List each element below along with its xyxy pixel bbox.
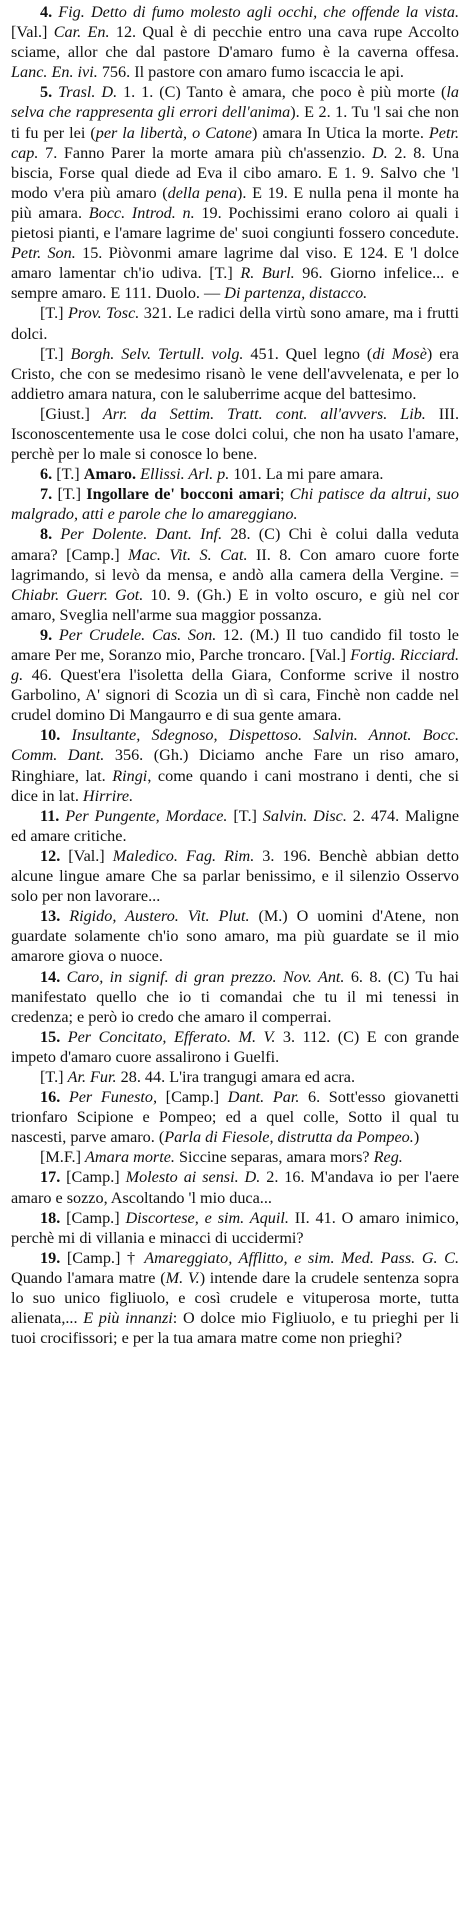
entry-e5b [11, 303, 459, 343]
entry-text: 8. [40, 525, 61, 544]
entry-text: Reg. [373, 1148, 403, 1167]
entry-text: 16. [40, 1088, 69, 1107]
entry-e14 [11, 967, 459, 1027]
entry-e18 [11, 1208, 459, 1248]
entry-text: Di partenza, distacco. [224, 284, 368, 303]
entry-text: Ringi [112, 766, 148, 785]
entry-e15 [11, 1027, 459, 1067]
entry-text: 2. 474. Maligne ed amare critiche. [11, 806, 460, 845]
entry-text: 4. [40, 3, 59, 21]
entry-text: ) amara In Utica la morte. [251, 123, 429, 142]
entry-text: D. [371, 143, 388, 162]
entry-e17 [11, 1167, 459, 1207]
entry-e10 [11, 725, 459, 805]
entry-e11 [11, 806, 459, 846]
entry-text: 6. Sott'esso giovanetti trionfaro Scipione e Pompeo; ed a quel colle, Sotto il qual tu nascesti, parve amaro. ( [11, 1088, 459, 1147]
entry-text: [Camp.] † [66, 1248, 145, 1267]
entry-text: Petr. cap. [11, 123, 460, 162]
entry-text: ) era Cristo, che con se medesimo risanò le vene dell'avvelenata, e per lo addietro amara natura, con le saluberrime acque del battesimo. [11, 344, 459, 403]
entry-text: 14. [40, 967, 67, 986]
entry-text: Trasl. D. [58, 83, 118, 102]
entry-text: [T.] [40, 304, 68, 323]
entry-text: 2. 8. Una biscia, Forse qual diede ad Eva il cibo amaro. E 1. 9. Salvo che 'l modo v'era più amaro ( [11, 143, 459, 202]
entry-text: Bocc. Introd. n. [88, 203, 195, 222]
entry-text: Fortig. Ricciard. g. [11, 646, 459, 685]
entry-text: II. 8. Con amaro cuore forte lagrimando, si levò da mensa, e andò alla camera della Vergine. = [11, 545, 460, 584]
entry-text: 19. Pochissimi erano coloro ai quali i pietosi pianti, e l'amare lagrime de' suoi congiunti fossero concedute. [11, 203, 459, 243]
entry-text: Parla di Fiesole, distrutta da Pompeo. [164, 1128, 414, 1147]
entry-text: [T.] [57, 485, 87, 504]
entry-text: Amareggiato, Afflitto, e sim. Med. Pass. G. C. [144, 1248, 460, 1267]
entry-e7 [11, 484, 459, 524]
entry-text: Prov. Tosc. [67, 304, 140, 323]
entry-text: della pena [167, 183, 238, 202]
entry-text: Petr. Son. [11, 244, 76, 263]
entry-text: Lanc. En. ivi. [11, 63, 98, 82]
entry-text: di Mosè [372, 344, 427, 363]
entry-text: 5. [40, 83, 59, 102]
entry-text: 9. [40, 625, 59, 644]
entry-text: Discortese, e sim. Aquil. [125, 1208, 289, 1227]
entry-text: Per Dolente. Dant. Inf. [60, 525, 223, 544]
entry-text: 2. 16. M'andava io per l'aere amaro e sozzo, Ascoltando 'l mio duca... [11, 1168, 460, 1207]
entry-text: Per Funesto, [68, 1088, 158, 1107]
entry-e12 [11, 846, 459, 906]
entry-text: [M.F.] [40, 1148, 86, 1167]
entry-text: 10. 9. (Gh.) E in volto oscuro, e giù nel cor amaro, Sveglia nell'arme sua maggior possanza. [11, 585, 459, 624]
entry-text: Chiabr. Guerr. Got. [11, 585, 144, 604]
entry-text: 15. Piòvonmi amare lagrime dal viso. E 124. E 'l dolce amaro lamentar ch'io udiva. [T.] [11, 244, 459, 283]
entry-e5a [11, 82, 459, 303]
entry-text: [Val.] [68, 846, 113, 865]
entry-text: E più innanzi [83, 1309, 173, 1328]
entry-text: Molesto ai sensi. D. [125, 1168, 261, 1187]
entry-text: ). E 2. 1. Tu 'l sai che non ti fu per lei ( [11, 103, 459, 142]
entry-e16b [11, 1147, 459, 1167]
entry-text: [Camp.] [157, 1088, 228, 1107]
entry-text: per la libertà, o Catone [95, 123, 252, 142]
entry-text: Car. En. [53, 23, 110, 42]
entry-text: 356. (Gh.) Diciamo anche Fare un riso amaro, Ringhiare, lat. [11, 746, 459, 785]
entry-text: Fig. Detto di fumo molesto agli occhi, che offende la vista. [58, 3, 460, 21]
entry-text: Per Crudele. Cas. Son. [58, 625, 217, 644]
entry-text: [Camp.] [66, 1168, 126, 1187]
entry-text: 15. [40, 1027, 68, 1046]
entry-text: Salvin. Disc. [262, 806, 347, 825]
entry-text: 6. [40, 465, 57, 484]
entry-e19 [11, 1248, 459, 1348]
entry-text: Caro, in signif. di gran prezzo. Nov. Ant. [66, 967, 345, 986]
entry-text: Ellissi. Arl. p. [140, 465, 230, 484]
entry-text: (M.) O uomini d'Atene, non guardate solamente ch'io sono amaro, ma più guardate se il mio amarore giova o nuoce. [11, 907, 459, 966]
entry-text: 10. [40, 726, 72, 745]
entry-text: 28. (C) Chi è colui dalla veduta amara? [Camp.] [11, 525, 459, 564]
entry-text: [T.] [40, 1067, 68, 1086]
entry-text: Chi patisce da altrui, suo malgrado, atti e parole che lo amareggiano. [11, 485, 459, 524]
entry-text: Quando l'amara matre ( [11, 1268, 166, 1287]
entry-text: [T.] [40, 344, 71, 363]
entry-text: [T.] [56, 465, 84, 484]
entry-e15b [11, 1067, 459, 1087]
entry-text: 17. [40, 1168, 67, 1187]
entry-text: Ingollare de' bocconi amari [86, 485, 280, 504]
entry-text: Rigido, Austero. Vit. Plut. [69, 907, 250, 926]
entry-text: Ar. Fur. [67, 1067, 117, 1086]
entry-text: ). E 19. E nulla pena il monte ha più amara. [11, 183, 459, 222]
entry-text: 321. Le radici della virtù sono amare, ma i frutti dolci. [11, 304, 459, 343]
entry-text: 12. [40, 846, 69, 865]
entry-text: Mac. Vit. S. Cat. [128, 545, 248, 564]
entry-text: 46. Quest'era l'isoletta della Giara, Conforme scrive il nostro Garbolino, A' signori di Scozia un dì sì cara, Finchè non cadde nel crudel domino Di Mangaurro e di sua gente amara. [11, 666, 459, 725]
entry-text: : O dolce mio Figliuolo, e tu prieghi per li tuoi crocifissori; e per la tua amara matre come non prieghi? [11, 1309, 459, 1348]
entry-text: II. 41. O amaro inimico, perchè mi di villania e minacci di uccidermi? [11, 1208, 460, 1247]
entry-text: 101. La mi pare amara. [229, 465, 384, 484]
entry-text: 1. 1. (C) Tanto è amara, che poco è più morte ( [117, 83, 447, 102]
entry-e16 [11, 1087, 459, 1147]
entry-text: M. V. [165, 1268, 200, 1287]
entry-text: Arr. da Settim. Tratt. cont. all'avvers. Lib. [102, 404, 426, 423]
entry-text: 6. 8. (C) Tu hai manifestato quello che io ti comandai che tu il mi tenessi in credenza; e però io credo che amaro il comperrai. [11, 967, 459, 1026]
entry-text: 756. Il pastore con amaro fumo iscaccia le api. [97, 63, 404, 82]
entry-e6 [11, 464, 459, 484]
entry-text: Borgh. Selv. Tertull. volg. [70, 344, 244, 363]
entry-e13 [11, 906, 459, 966]
entry-text: 7. [40, 485, 58, 504]
entry-text: Per Concitato, Efferato. M. V. [67, 1027, 276, 1046]
entry-text: 11. [40, 806, 66, 825]
entry-text: 7. Fanno Parer la morte amara più ch'assenzio. [38, 143, 372, 162]
entry-text: Amaro. [83, 465, 137, 484]
entry-e4a [11, 2, 459, 82]
entry-e5c [11, 344, 459, 404]
entry-text: 3. 196. Benchè abbian detto alcune lingue amare Che sa parlar benissimo, e il silenzio Osservo solo per non lavorare... [11, 846, 459, 906]
entry-text: III. Isconoscentemente usa le cose dolci colui, che non ha usato l'amare, perchè per lo male si conosce lo bene. [11, 404, 459, 464]
entry-text: 12. (M.) Il tuo candido fil tosto le amare Per me, Soranzo mio, Parche troncaro. [Val.] [11, 625, 459, 664]
entry-text: Hirrire. [82, 786, 134, 805]
entry-text: Insultante, Sdegnoso, Dispettoso. Salvin. Annot. Bocc. Comm. Dant. [11, 726, 459, 765]
entry-text: Maledico. Fag. Rim. [112, 846, 255, 865]
entry-text: R. Burl. [240, 264, 295, 283]
entry-text: 12. Qual è di pecchie entro una cava rupe Accolto sciame, allor che dal pastore D'amaro fumo è la caverna offesa. [11, 23, 460, 62]
entry-text: 3. 112. (C) E con grande impeto d'amaro cuore assalirono i Guelfi. [11, 1027, 460, 1066]
entry-text: [Giust.] [40, 404, 103, 423]
entry-text: [T.] [227, 806, 263, 825]
entry-e5d [11, 404, 459, 464]
entry-text: Siccine separas, amara mors? [174, 1148, 374, 1167]
entry-e9 [11, 625, 459, 725]
entry-text: [Val.] [11, 23, 54, 42]
entry-text: Dant. Par. [227, 1088, 300, 1107]
entry-text: [Camp.] [66, 1208, 126, 1227]
entry-text: 96. Giorno infelice... e sempre amaro. E 111. Duolo. — [11, 264, 459, 303]
entry-text: Per Pungente, Mordace. [65, 806, 228, 825]
entry-text: ) intende dare la crudele sentenza sopra lo suo unico figliuolo, e così crudele e vituperosa morte, tutta alienata,... [11, 1268, 459, 1328]
entry-text: ) [413, 1128, 420, 1147]
entry-text: 19. [40, 1248, 67, 1267]
entry-text: , come quando i cani mostrano i denti, che si dice in lat. [11, 766, 459, 805]
entry-text: Amara morte. [85, 1148, 175, 1167]
entry-text: ; [279, 485, 290, 504]
entry-text: 28. 44. L'ira trangugi amara ed acra. [116, 1067, 356, 1086]
entry-text: 13. [40, 907, 70, 926]
entry-e8 [11, 524, 459, 624]
entry-text: 451. Quel legno ( [243, 344, 373, 363]
entry-text: la selva che rappresenta gli errori dell'anima [11, 83, 459, 122]
entry-text: 18. [40, 1208, 67, 1227]
